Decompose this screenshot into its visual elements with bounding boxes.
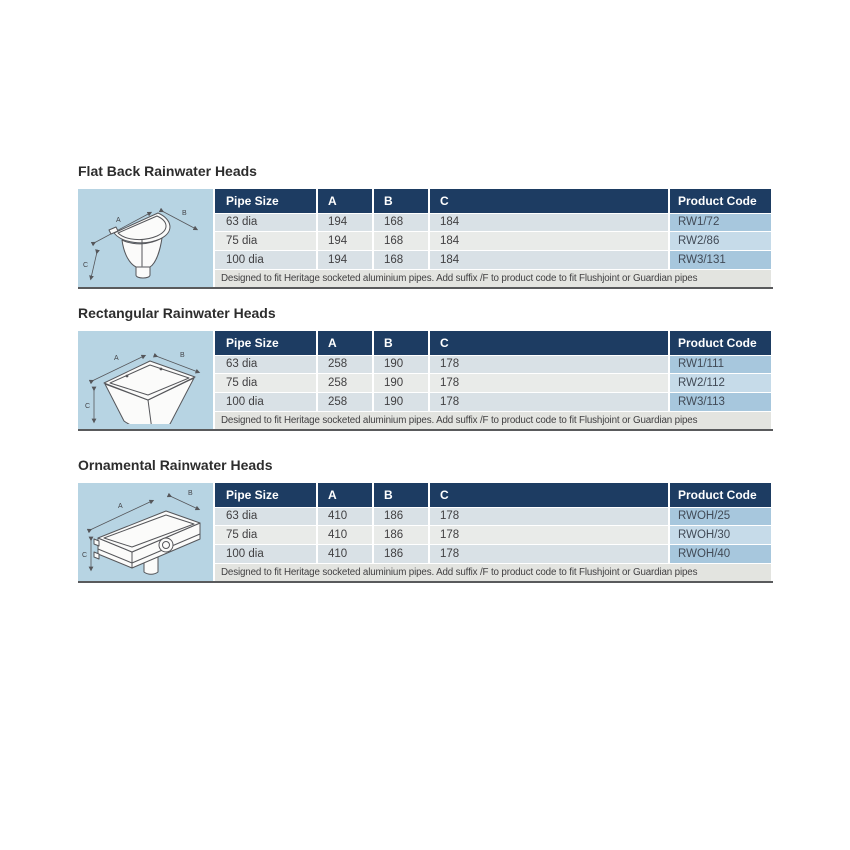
dim-a-cell: 258: [317, 392, 373, 411]
table-row: [215, 355, 771, 374]
dim-label-b: B: [188, 490, 193, 497]
rectangular-head-drawing: [78, 331, 213, 424]
col-header-pipe-size: Pipe Size: [215, 483, 317, 507]
section-title-rectangular: Rectangular Rainwater Heads: [78, 305, 276, 321]
dim-label-a: A: [116, 217, 121, 224]
dim-c-cell: 178: [429, 507, 669, 526]
table-row: [215, 250, 771, 269]
table-row: [215, 392, 771, 411]
dim-b-cell: 168: [373, 213, 429, 232]
product-code-cell: RW1/111: [669, 355, 771, 374]
dim-b-cell: 186: [373, 526, 429, 545]
dim-label-b: B: [182, 210, 187, 217]
pipe-size-cell: 75 dia: [215, 374, 317, 393]
ornamental-spec-table: [215, 483, 771, 581]
pipe-size-cell: 100 dia: [215, 544, 317, 563]
product-code-cell: RWOH/40: [669, 544, 771, 563]
dim-b-cell: 168: [373, 250, 429, 269]
col-header-product-code: Product Code: [669, 483, 771, 507]
col-header-b: B: [373, 189, 429, 213]
dim-a-cell: 194: [317, 250, 373, 269]
dim-b-cell: 186: [373, 507, 429, 526]
dim-b-cell: 186: [373, 544, 429, 563]
dim-label-c: C: [82, 552, 88, 559]
dim-c-cell: 178: [429, 392, 669, 411]
section-ornamental: [78, 457, 773, 583]
product-code-cell: RW3/131: [669, 250, 771, 269]
dim-c-cell: 184: [429, 250, 669, 269]
dim-c-cell: 184: [429, 232, 669, 251]
section-title-flat-back: Flat Back Rainwater Heads: [78, 163, 257, 179]
col-header-a: A: [317, 189, 373, 213]
pipe-size-cell: 63 dia: [215, 355, 317, 374]
dim-a-cell: 410: [317, 544, 373, 563]
dim-a-cell: 258: [317, 355, 373, 374]
header-row: [215, 331, 771, 355]
product-code-cell: RW2/86: [669, 232, 771, 251]
col-header-product-code: Product Code: [669, 331, 771, 355]
header-row: [215, 189, 771, 213]
section-title-ornamental: Ornamental Rainwater Heads: [78, 457, 273, 473]
col-header-a: A: [317, 483, 373, 507]
table-row: [215, 507, 771, 526]
fitting-note: Designed to fit Heritage socketed aluminium pipes. Add suffix /F to product code to fit Flushjoint or Guardian pipes: [215, 563, 771, 581]
dim-label-a: A: [114, 355, 119, 362]
col-header-pipe-size: Pipe Size: [215, 331, 317, 355]
dim-c-cell: 178: [429, 544, 669, 563]
pipe-size-cell: 63 dia: [215, 213, 317, 232]
dim-c-cell: 178: [429, 355, 669, 374]
col-header-a: A: [317, 331, 373, 355]
product-code-cell: RWOH/25: [669, 507, 771, 526]
col-header-product-code: Product Code: [669, 189, 771, 213]
dim-c-cell: 178: [429, 374, 669, 393]
hopper-body: [104, 361, 195, 424]
product-code-cell: RW3/113: [669, 392, 771, 411]
pipe-size-cell: 63 dia: [215, 507, 317, 526]
section-flat-back: [78, 163, 773, 289]
table-row: [215, 374, 771, 393]
fitting-note: Designed to fit Heritage socketed aluminium pipes. Add suffix /F to product code to fit Flushjoint or Guardian pipes: [215, 269, 771, 287]
dim-c-cell: 178: [429, 526, 669, 545]
pipe-size-cell: 75 dia: [215, 232, 317, 251]
flat-back-head-drawing: [78, 189, 213, 282]
ornamental-diagram-panel: [78, 483, 215, 581]
dim-a-cell: 258: [317, 374, 373, 393]
ornamental-head-drawing: [78, 483, 213, 576]
dim-b-cell: 168: [373, 232, 429, 251]
col-header-c: C: [429, 331, 669, 355]
product-code-cell: RW1/72: [669, 213, 771, 232]
flat-back-diagram-panel: [78, 189, 215, 287]
dim-a-cell: 410: [317, 507, 373, 526]
dim-a-cell: 194: [317, 232, 373, 251]
fitting-note: Designed to fit Heritage socketed aluminium pipes. Add suffix /F to product code to fit Flushjoint or Guardian pipes: [215, 411, 771, 429]
table-row: [215, 544, 771, 563]
col-header-c: C: [429, 483, 669, 507]
flat-back-table-block: [78, 189, 773, 289]
flat-back-spec-table: [215, 189, 771, 287]
product-code-cell: RWOH/30: [669, 526, 771, 545]
dim-a-cell: 194: [317, 213, 373, 232]
rectangular-diagram-panel: [78, 331, 215, 429]
dim-b-cell: 190: [373, 392, 429, 411]
note-row: [215, 563, 771, 581]
product-code-cell: RW2/112: [669, 374, 771, 393]
dim-label-c: C: [83, 262, 89, 269]
dim-c-cell: 184: [429, 213, 669, 232]
rectangular-table-block: [78, 331, 773, 431]
dim-a-cell: 410: [317, 526, 373, 545]
table-row: [215, 526, 771, 545]
dim-label-c: C: [85, 403, 91, 410]
ornamental-table-block: [78, 483, 773, 583]
pipe-size-cell: 100 dia: [215, 250, 317, 269]
col-header-b: B: [373, 331, 429, 355]
dim-b-cell: 190: [373, 374, 429, 393]
pipe-size-cell: 100 dia: [215, 392, 317, 411]
section-rectangular: [78, 305, 773, 431]
table-row: [215, 232, 771, 251]
header-row: [215, 483, 771, 507]
col-header-c: C: [429, 189, 669, 213]
note-row: [215, 411, 771, 429]
col-header-b: B: [373, 483, 429, 507]
dim-b-cell: 190: [373, 355, 429, 374]
col-header-pipe-size: Pipe Size: [215, 189, 317, 213]
table-row: [215, 213, 771, 232]
pipe-size-cell: 75 dia: [215, 526, 317, 545]
dim-label-b: B: [180, 352, 185, 359]
note-row: [215, 269, 771, 287]
rectangular-spec-table: [215, 331, 771, 429]
dim-label-a: A: [118, 503, 123, 510]
